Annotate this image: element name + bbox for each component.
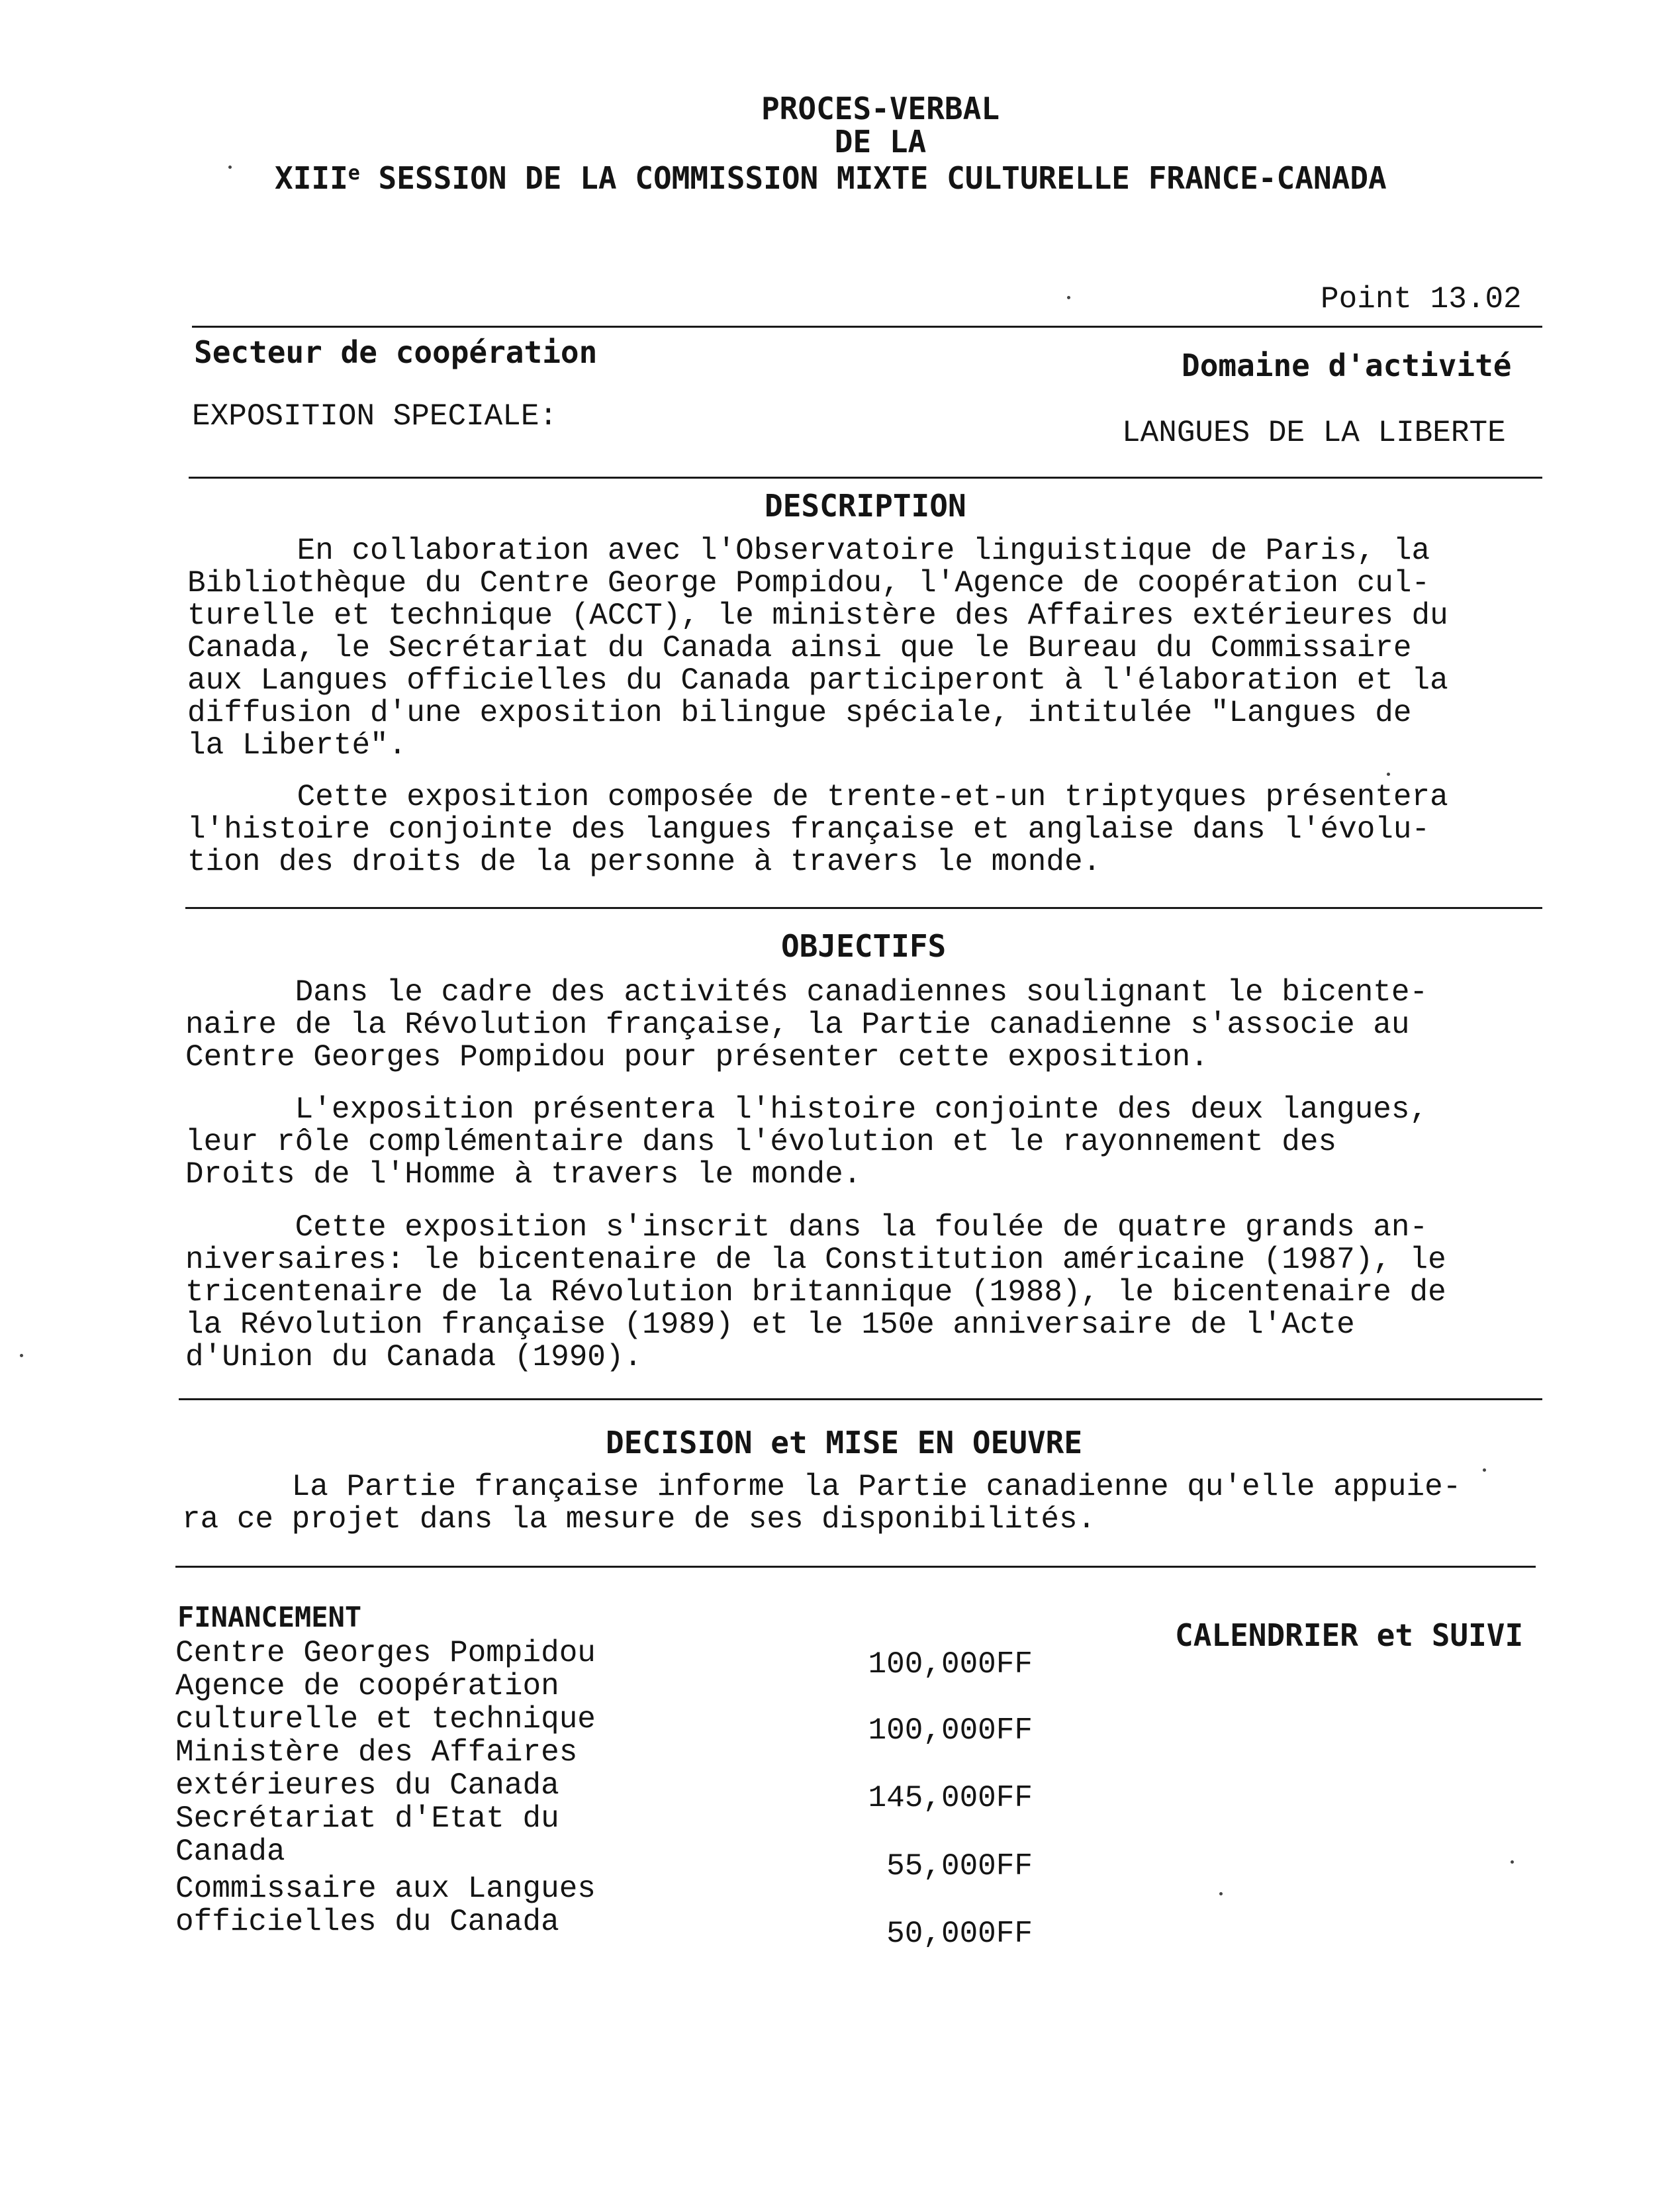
funder-amount: 100,000FF [868,1647,1033,1682]
funder-amount: 55,000FF [886,1849,1033,1884]
scan-speck [1219,1892,1223,1895]
session-number: XIII [275,160,348,196]
objectifs-paragraph-2: L'exposition présentera l'histoire conjointe des deux langues, leur rôle complémentaire dans l'évolution et le rayonnement des Droits de l'Homme à travers le monde. [185,1092,1428,1192]
divider [179,1398,1542,1400]
scan-speck [1067,296,1070,299]
funder-amount: 100,000FF [868,1713,1033,1748]
scan-speck [1387,773,1390,776]
divider [185,907,1542,909]
scan-speck [20,1354,23,1357]
objectifs-heading: OBJECTIFS [781,928,947,964]
scan-speck [1483,1468,1486,1472]
secteur-label: Secteur de coopération [194,334,598,370]
description-heading: DESCRIPTION [765,488,966,524]
funder-name: Agence de coopération culturelle et technique [175,1669,596,1737]
secteur-value: EXPOSITION SPECIALE: [192,399,558,434]
funder-name: Centre Georges Pompidou [175,1636,596,1670]
financement-heading: FINANCEMENT [177,1601,362,1633]
scan-speck [1511,1860,1514,1864]
domaine-label: Domaine d'activité [1182,348,1512,383]
document-subtitle [275,162,1387,195]
scan-speck [228,166,232,169]
description-paragraph-2: Cette exposition composée de trente-et-un triptyques présentera l'histoire conjointe des langues française et anglaise dans l'évolu- tion des droits de la personne à travers le monde. [187,780,1448,879]
session-superscript: e [348,162,360,185]
description-paragraph-1: En collaboration avec l'Observatoire linguistique de Paris, la Bibliothèque du Centre George Pompidou, l'Agence de coopération cul- turelle et technique (ACCT), le ministère des Affaires extérieures du Canada, le Secrétariat du Canada ainsi que le Bureau du Commissaire aux Langues officielles du Canada participeront à l'élaboration et la diffusion d'une exposition bilingue spéciale, intitulée "Langues de la Liberté". [187,534,1448,763]
point-number: Point 13.02 [1321,282,1522,316]
funder-amount: 145,000FF [868,1781,1033,1815]
divider [192,326,1542,328]
document-title: PROCES-VERBAL [761,91,1000,126]
funder-name: Secrétariat d'Etat du Canada [175,1801,559,1869]
objectifs-paragraph-1: Dans le cadre des activités canadiennes soulignant le bicente- naire de la Révolution française, la Partie canadienne s'associe au Centre Georges Pompidou pour présenter cette exposition. [185,975,1428,1074]
objectifs-paragraph-3: Cette exposition s'inscrit dans la foulée de quatre grands an- niversaires: le bicentenaire de la Constitution américaine (1987), le tricentenaire de la Révolution britannique (1988), le bicentenaire de la Révolution française (1989) et le 150e anniversaire de l'Acte d'Union du Canada (1990). [185,1210,1446,1374]
decision-heading: DECISION et MISE EN OEUVRE [606,1425,1083,1460]
document-title-line2: DE LA [834,124,927,160]
funder-name: Ministère des Affaires extérieures du Canada [175,1735,578,1803]
divider [189,477,1542,479]
decision-paragraph: La Partie française informe la Partie canadienne qu'elle appuie- ra ce projet dans la mesure de ses disponibilités. [182,1470,1462,1537]
calendrier-heading: CALENDRIER et SUIVI [1175,1617,1524,1653]
funder-amount: 50,000FF [886,1917,1033,1951]
divider [175,1566,1536,1568]
session-title: SESSION DE LA COMMISSION MIXTE CULTURELLE FRANCE-CANADA [359,160,1387,196]
domaine-value: LANGUES DE LA LIBERTE [1122,416,1506,450]
funder-name: Commissaire aux Langues officielles du Canada [175,1872,596,1939]
